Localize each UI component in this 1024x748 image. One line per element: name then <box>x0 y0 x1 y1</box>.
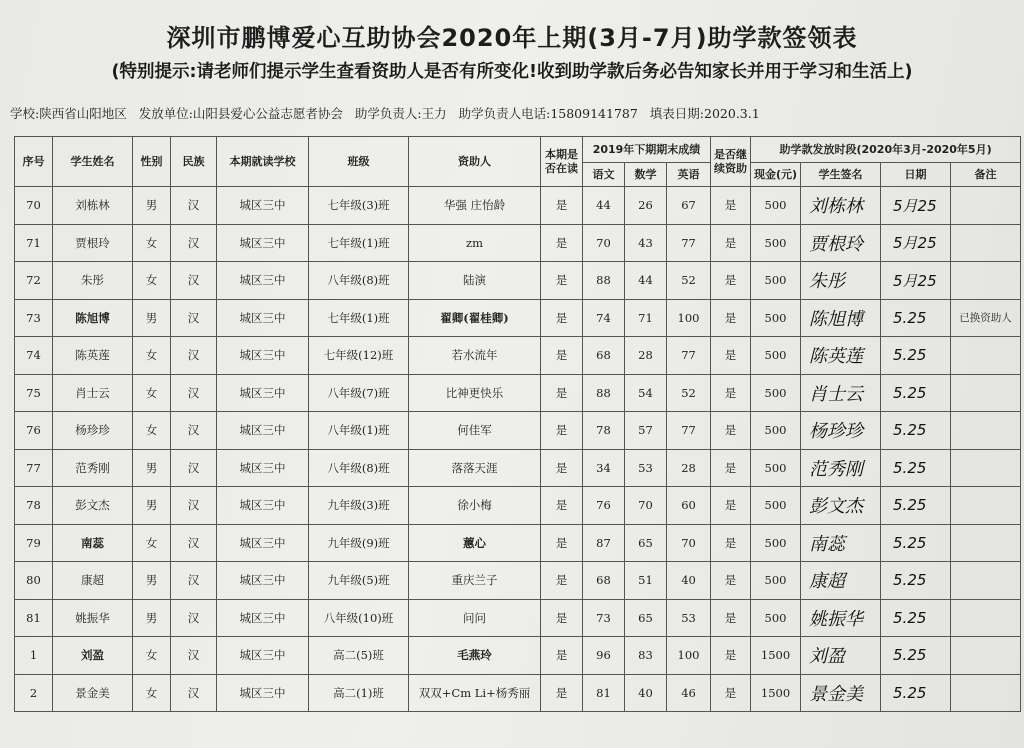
cell-continue: 是 <box>711 262 751 300</box>
cell-signature: 彭文杰 <box>801 487 881 525</box>
table-row <box>15 337 1021 375</box>
header-gender: 性别 <box>133 137 171 187</box>
cell-enrolled: 是 <box>541 599 583 637</box>
cell-sponsor: 若水流年 <box>409 337 541 375</box>
cell-no: 1 <box>15 637 53 675</box>
cell-enrolled: 是 <box>541 224 583 262</box>
header-signature: 学生签名 <box>801 163 881 187</box>
header-cash: 现金(元) <box>751 163 801 187</box>
cell-math: 70 <box>625 487 667 525</box>
cell-class: 七年级(1)班 <box>309 224 409 262</box>
cell-sponsor: 翟卿(翟桂卿) <box>409 299 541 337</box>
cell-signature: 景金美 <box>801 674 881 712</box>
cell-signature: 陈旭博 <box>801 299 881 337</box>
cell-chinese: 88 <box>583 262 625 300</box>
cell-continue: 是 <box>711 337 751 375</box>
cell-sponsor: 双双+Cm Li+杨秀丽 <box>409 674 541 712</box>
header-period-group: 助学款发放时段(2020年3月-2020年5月) <box>751 137 1021 163</box>
cell-english: 52 <box>667 374 711 412</box>
cell-school: 城区三中 <box>217 674 309 712</box>
cell-chinese: 87 <box>583 524 625 562</box>
cell-cash: 500 <box>751 337 801 375</box>
cell-sponsor: 陆演 <box>409 262 541 300</box>
cell-ethnicity: 汉 <box>171 412 217 450</box>
cell-no: 78 <box>15 487 53 525</box>
cell-enrolled: 是 <box>541 299 583 337</box>
cell-cash: 1500 <box>751 674 801 712</box>
cell-remark <box>951 449 1021 487</box>
cell-ethnicity: 汉 <box>171 599 217 637</box>
cell-school: 城区三中 <box>217 562 309 600</box>
cell-continue: 是 <box>711 599 751 637</box>
cell-ethnicity: 汉 <box>171 224 217 262</box>
cell-continue: 是 <box>711 449 751 487</box>
table-row <box>15 299 1021 337</box>
cell-gender: 女 <box>133 262 171 300</box>
cell-continue: 是 <box>711 412 751 450</box>
cell-no: 81 <box>15 599 53 637</box>
cell-gender: 女 <box>133 337 171 375</box>
cell-no: 70 <box>15 187 53 225</box>
cell-name: 陈旭博 <box>53 299 133 337</box>
cell-name: 朱彤 <box>53 262 133 300</box>
cell-cash: 500 <box>751 412 801 450</box>
table-row <box>15 187 1021 225</box>
cell-english: 60 <box>667 487 711 525</box>
cell-date: 5月25 <box>881 262 951 300</box>
cell-ethnicity: 汉 <box>171 299 217 337</box>
cell-math: 71 <box>625 299 667 337</box>
cell-school: 城区三中 <box>217 412 309 450</box>
cell-enrolled: 是 <box>541 337 583 375</box>
cell-math: 54 <box>625 374 667 412</box>
cell-chinese: 76 <box>583 487 625 525</box>
cell-english: 52 <box>667 262 711 300</box>
cell-gender: 女 <box>133 374 171 412</box>
cell-english: 70 <box>667 524 711 562</box>
cell-remark <box>951 337 1021 375</box>
cell-math: 43 <box>625 224 667 262</box>
cell-gender: 男 <box>133 449 171 487</box>
header-scores-group: 2019年下期期末成绩 <box>583 137 711 163</box>
cell-school: 城区三中 <box>217 487 309 525</box>
cell-school: 城区三中 <box>217 637 309 675</box>
cell-name: 康超 <box>53 562 133 600</box>
cell-english: 100 <box>667 299 711 337</box>
cell-cash: 500 <box>751 374 801 412</box>
cell-gender: 女 <box>133 674 171 712</box>
cell-remark <box>951 224 1021 262</box>
cell-remark <box>951 599 1021 637</box>
cell-gender: 女 <box>133 637 171 675</box>
cell-math: 26 <box>625 187 667 225</box>
cell-name: 陈英莲 <box>53 337 133 375</box>
cell-remark <box>951 374 1021 412</box>
cell-school: 城区三中 <box>217 187 309 225</box>
cell-cash: 500 <box>751 562 801 600</box>
cell-continue: 是 <box>711 224 751 262</box>
cell-cash: 500 <box>751 599 801 637</box>
cell-sponsor: zm <box>409 224 541 262</box>
cell-name: 姚振华 <box>53 599 133 637</box>
cell-ethnicity: 汉 <box>171 262 217 300</box>
grant-sign-table <box>14 136 1021 712</box>
meta-phone: 助学负责人电话:15809141787 <box>458 106 638 121</box>
cell-math: 65 <box>625 599 667 637</box>
cell-chinese: 81 <box>583 674 625 712</box>
cell-signature: 杨珍珍 <box>801 412 881 450</box>
cell-date: 5.25 <box>881 412 951 450</box>
table-row <box>15 524 1021 562</box>
cell-english: 28 <box>667 449 711 487</box>
cell-name: 刘盈 <box>53 637 133 675</box>
cell-enrolled: 是 <box>541 262 583 300</box>
cell-no: 2 <box>15 674 53 712</box>
cell-continue: 是 <box>711 562 751 600</box>
cell-sponsor: 落落天涯 <box>409 449 541 487</box>
cell-signature: 范秀刚 <box>801 449 881 487</box>
cell-math: 28 <box>625 337 667 375</box>
header-math: 数学 <box>625 163 667 187</box>
cell-class: 八年级(7)班 <box>309 374 409 412</box>
cell-remark <box>951 412 1021 450</box>
cell-class: 九年级(5)班 <box>309 562 409 600</box>
cell-school: 城区三中 <box>217 524 309 562</box>
cell-continue: 是 <box>711 487 751 525</box>
cell-remark <box>951 187 1021 225</box>
cell-date: 5.25 <box>881 337 951 375</box>
cell-math: 40 <box>625 674 667 712</box>
table-row <box>15 674 1021 712</box>
cell-math: 83 <box>625 637 667 675</box>
cell-math: 53 <box>625 449 667 487</box>
cell-ethnicity: 汉 <box>171 674 217 712</box>
cell-continue: 是 <box>711 637 751 675</box>
cell-chinese: 68 <box>583 562 625 600</box>
cell-enrolled: 是 <box>541 412 583 450</box>
table-row <box>15 412 1021 450</box>
cell-english: 77 <box>667 337 711 375</box>
cell-sponsor: 比神更快乐 <box>409 374 541 412</box>
cell-chinese: 44 <box>583 187 625 225</box>
header-enrolled: 本期是否在读 <box>541 137 583 187</box>
cell-gender: 女 <box>133 412 171 450</box>
cell-remark <box>951 487 1021 525</box>
cell-no: 71 <box>15 224 53 262</box>
cell-chinese: 88 <box>583 374 625 412</box>
cell-enrolled: 是 <box>541 449 583 487</box>
cell-cash: 500 <box>751 524 801 562</box>
cell-gender: 女 <box>133 524 171 562</box>
cell-enrolled: 是 <box>541 562 583 600</box>
cell-class: 七年级(1)班 <box>309 299 409 337</box>
cell-chinese: 74 <box>583 299 625 337</box>
header-continue: 是否继续资助 <box>711 137 751 187</box>
cell-ethnicity: 汉 <box>171 487 217 525</box>
cell-no: 75 <box>15 374 53 412</box>
cell-ethnicity: 汉 <box>171 187 217 225</box>
cell-date: 5.25 <box>881 524 951 562</box>
cell-class: 八年级(8)班 <box>309 449 409 487</box>
cell-no: 76 <box>15 412 53 450</box>
cell-ethnicity: 汉 <box>171 337 217 375</box>
cell-continue: 是 <box>711 187 751 225</box>
table-row <box>15 262 1021 300</box>
meta-issuer: 发放单位:山阳县爱心公益志愿者协会 <box>138 106 343 121</box>
cell-sponsor: 何佳军 <box>409 412 541 450</box>
cell-date: 5.25 <box>881 637 951 675</box>
cell-gender: 男 <box>133 187 171 225</box>
cell-name: 杨珍珍 <box>53 412 133 450</box>
cell-remark: 已换资助人 <box>951 299 1021 337</box>
cell-continue: 是 <box>711 299 751 337</box>
cell-school: 城区三中 <box>217 449 309 487</box>
cell-signature: 姚振华 <box>801 599 881 637</box>
table-row <box>15 487 1021 525</box>
cell-gender: 男 <box>133 299 171 337</box>
cell-class: 高二(1)班 <box>309 674 409 712</box>
cell-cash: 500 <box>751 449 801 487</box>
cell-english: 77 <box>667 224 711 262</box>
cell-chinese: 73 <box>583 599 625 637</box>
cell-sponsor: 问问 <box>409 599 541 637</box>
cell-cash: 500 <box>751 487 801 525</box>
cell-gender: 男 <box>133 562 171 600</box>
table-row <box>15 599 1021 637</box>
cell-class: 九年级(3)班 <box>309 487 409 525</box>
cell-english: 100 <box>667 637 711 675</box>
cell-class: 八年级(8)班 <box>309 262 409 300</box>
cell-school: 城区三中 <box>217 299 309 337</box>
cell-school: 城区三中 <box>217 262 309 300</box>
table-row <box>15 637 1021 675</box>
cell-date: 5.25 <box>881 562 951 600</box>
cell-chinese: 78 <box>583 412 625 450</box>
cell-ethnicity: 汉 <box>171 374 217 412</box>
cell-class: 高二(5)班 <box>309 637 409 675</box>
cell-name: 彭文杰 <box>53 487 133 525</box>
cell-name: 刘栋林 <box>53 187 133 225</box>
cell-remark <box>951 674 1021 712</box>
header-class: 班级 <box>309 137 409 187</box>
cell-cash: 500 <box>751 299 801 337</box>
cell-signature: 贾根玲 <box>801 224 881 262</box>
cell-enrolled: 是 <box>541 374 583 412</box>
meta-leader: 助学负责人:王力 <box>354 106 447 121</box>
cell-class: 七年级(12)班 <box>309 337 409 375</box>
header-sponsor: 资助人 <box>409 137 541 187</box>
table-row <box>15 374 1021 412</box>
cell-gender: 男 <box>133 487 171 525</box>
cell-no: 77 <box>15 449 53 487</box>
cell-ethnicity: 汉 <box>171 562 217 600</box>
header-chinese: 语文 <box>583 163 625 187</box>
cell-english: 77 <box>667 412 711 450</box>
cell-remark <box>951 562 1021 600</box>
cell-class: 八年级(1)班 <box>309 412 409 450</box>
cell-continue: 是 <box>711 674 751 712</box>
cell-school: 城区三中 <box>217 224 309 262</box>
cell-name: 南蕊 <box>53 524 133 562</box>
cell-signature: 陈英莲 <box>801 337 881 375</box>
cell-signature: 朱彤 <box>801 262 881 300</box>
cell-enrolled: 是 <box>541 487 583 525</box>
cell-sponsor: 毛燕玲 <box>409 637 541 675</box>
cell-no: 80 <box>15 562 53 600</box>
cell-no: 79 <box>15 524 53 562</box>
cell-date: 5.25 <box>881 299 951 337</box>
special-notice: (特别提示:请老师们提示学生查看资助人是否有所变化!收到助学款后务必告知家长并用于学习和生活上) <box>111 62 913 82</box>
cell-sponsor: 徐小梅 <box>409 487 541 525</box>
cell-date: 5月25 <box>881 187 951 225</box>
cell-date: 5.25 <box>881 449 951 487</box>
cell-cash: 500 <box>751 187 801 225</box>
meta-date: 填表日期:2020.3.1 <box>649 106 760 121</box>
cell-class: 九年级(9)班 <box>309 524 409 562</box>
cell-math: 44 <box>625 262 667 300</box>
cell-ethnicity: 汉 <box>171 524 217 562</box>
cell-signature: 刘栋林 <box>801 187 881 225</box>
cell-no: 72 <box>15 262 53 300</box>
table-row <box>15 449 1021 487</box>
cell-name: 肖士云 <box>53 374 133 412</box>
cell-english: 46 <box>667 674 711 712</box>
meta-school: 学校:陕西省山阳地区 <box>10 106 127 121</box>
cell-date: 5.25 <box>881 674 951 712</box>
cell-signature: 南蕊 <box>801 524 881 562</box>
header-name: 学生姓名 <box>53 137 133 187</box>
cell-sponsor: 蕙心 <box>409 524 541 562</box>
cell-signature: 康超 <box>801 562 881 600</box>
cell-school: 城区三中 <box>217 337 309 375</box>
cell-date: 5.25 <box>881 374 951 412</box>
cell-english: 40 <box>667 562 711 600</box>
cell-math: 65 <box>625 524 667 562</box>
header-no: 序号 <box>15 137 53 187</box>
cell-chinese: 96 <box>583 637 625 675</box>
cell-signature: 肖士云 <box>801 374 881 412</box>
cell-cash: 1500 <box>751 637 801 675</box>
cell-math: 51 <box>625 562 667 600</box>
cell-no: 73 <box>15 299 53 337</box>
header-date: 日期 <box>881 163 951 187</box>
cell-english: 53 <box>667 599 711 637</box>
header-remark: 备注 <box>951 163 1021 187</box>
cell-ethnicity: 汉 <box>171 637 217 675</box>
cell-sponsor: 华强 庄怡龄 <box>409 187 541 225</box>
cell-cash: 500 <box>751 224 801 262</box>
meta-line <box>10 104 1020 122</box>
cell-continue: 是 <box>711 524 751 562</box>
cell-enrolled: 是 <box>541 187 583 225</box>
header-english: 英语 <box>667 163 711 187</box>
cell-gender: 男 <box>133 599 171 637</box>
cell-sponsor: 重庆兰子 <box>409 562 541 600</box>
cell-ethnicity: 汉 <box>171 449 217 487</box>
document-title: 深圳市鹏博爱心互助协会2020年上期(3月-7月)助学款签领表 <box>166 24 858 52</box>
cell-class: 八年级(10)班 <box>309 599 409 637</box>
cell-chinese: 70 <box>583 224 625 262</box>
header-ethnicity: 民族 <box>171 137 217 187</box>
cell-math: 57 <box>625 412 667 450</box>
cell-name: 景金美 <box>53 674 133 712</box>
table-row <box>15 224 1021 262</box>
cell-name: 范秀刚 <box>53 449 133 487</box>
cell-chinese: 68 <box>583 337 625 375</box>
cell-date: 5.25 <box>881 487 951 525</box>
cell-school: 城区三中 <box>217 599 309 637</box>
cell-enrolled: 是 <box>541 524 583 562</box>
cell-english: 67 <box>667 187 711 225</box>
cell-cash: 500 <box>751 262 801 300</box>
cell-class: 七年级(3)班 <box>309 187 409 225</box>
cell-remark <box>951 524 1021 562</box>
cell-enrolled: 是 <box>541 674 583 712</box>
cell-school: 城区三中 <box>217 374 309 412</box>
cell-remark <box>951 262 1021 300</box>
cell-signature: 刘盈 <box>801 637 881 675</box>
cell-remark <box>951 637 1021 675</box>
cell-no: 74 <box>15 337 53 375</box>
cell-chinese: 34 <box>583 449 625 487</box>
cell-date: 5月25 <box>881 224 951 262</box>
cell-enrolled: 是 <box>541 637 583 675</box>
cell-gender: 女 <box>133 224 171 262</box>
table-row <box>15 562 1021 600</box>
cell-date: 5.25 <box>881 599 951 637</box>
cell-name: 贾根玲 <box>53 224 133 262</box>
cell-continue: 是 <box>711 374 751 412</box>
header-school: 本期就读学校 <box>217 137 309 187</box>
